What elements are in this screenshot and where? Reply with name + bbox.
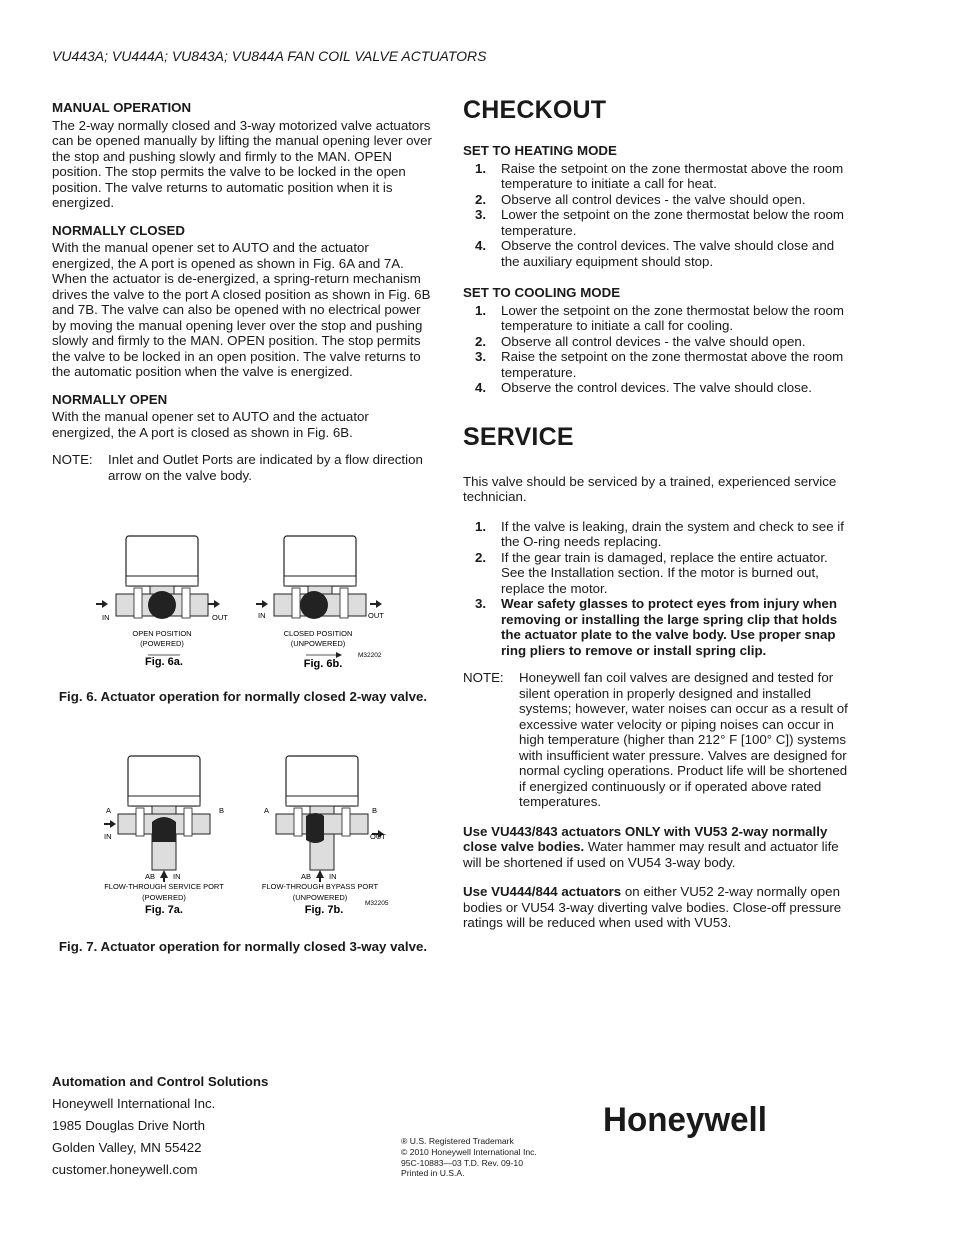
footer-company: Honeywell International Inc.: [52, 1096, 216, 1111]
figure-6-caption: Fig. 6. Actuator operation for normally closed 2-way valve.: [58, 689, 428, 704]
fig6b-in-arrow: [256, 600, 268, 608]
heating-mode-heading: SET TO HEATING MODE: [463, 143, 617, 158]
fig6b-label: Fig. 6b.: [303, 658, 343, 670]
list-item: [463, 380, 855, 396]
list-item: [463, 550, 855, 597]
step-text: Raise the setpoint on the zone thermostat above the room temperature to initiate a call for heat.: [501, 160, 844, 191]
footer-copyright: © 2010 Honeywell International Inc.: [401, 1146, 537, 1157]
heating-steps: [463, 161, 855, 270]
running-title: VU443A; VU444A; VU843A; VU844A FAN COIL VALVE ACTUATORS: [52, 48, 487, 64]
fig7a-state-line2: (POWERED): [142, 893, 186, 902]
service-note: [463, 670, 855, 810]
fig7b-out-label: OUT: [370, 832, 386, 841]
figure-7-diagram: [52, 750, 434, 920]
step-text: Observe the control devices. The valve should close and the auxiliary equipment should stop.: [501, 238, 835, 269]
normally-open-heading: NORMALLY OPEN: [52, 391, 168, 407]
fig7b-valve: [276, 756, 368, 870]
fig7b-port-b: B: [372, 806, 378, 815]
vu444-bold: Use VU444/844 actuators: [463, 884, 622, 899]
fig6b-state-line1: CLOSED POSITION: [283, 629, 353, 638]
normally-open-body: With the manual opener set to AUTO and the actuator energized, the A port is closed as shown in Fig. 6B.: [52, 409, 369, 440]
fig7a-state-line1: FLOW-THROUGH SERVICE PORT: [104, 882, 224, 891]
vu444-rest: on either VU52 2-way normally open bodies or VU54 3-way diverting valve bodies. Close-off pressure ratings will be reduced when used with VU53.: [463, 884, 842, 930]
footer-org: Automation and Control Solutions: [52, 1074, 269, 1089]
step-text: Lower the setpoint on the zone thermostat below the room temperature.: [501, 207, 844, 238]
footer-street: 1985 Douglas Drive North: [52, 1118, 205, 1133]
step-text: Lower the setpoint on the zone thermostat below the room temperature to initiate a call for cooling.: [501, 302, 844, 333]
step-text-warning: Wear safety glasses to protect eyes from injury when removing or installing the large spring clip that holds the actuator plate to the valve body. Use proper snap ring pliers to remove or install spring clip.: [501, 596, 838, 658]
vu443-rest: Water hammer may result and actuator life will be shortened if used on VU54 3-way body.: [463, 839, 839, 870]
note-text: Honeywell fan coil valves are designed and tested for silent operation in properly designed and installed systems; however, water noises can occur as a result of excessive water velocity or piping noises can occur in high temperature (higher than 212° F [100° C]) systems with insufficient water pressure. Valves are designed for normal cycling operations. Product life will be shortened if energized continuously or if operated above rated temperatures.: [519, 670, 848, 809]
list-item: [463, 238, 855, 269]
step-number: 1.: [475, 160, 487, 176]
normally-closed-body: With the manual opener set to AUTO and the actuator energized, the A port is opened as shown in Fig. 6A and 7A. When the actuator is de-energized, a spring-return mechanism drives the valve to the port A closed position as shown in Fig. 6B and 7B. The valve can also be opened with no electrical power by moving the manual opening lever over the stop and pushing slowly and firmly to the MAN. OPEN position. The stop permits the valve to be locked in an open position. The valve returns to the automatic position when the valve is energized.: [52, 240, 431, 379]
fig7-code: M32205: [365, 900, 389, 907]
list-item: [463, 334, 855, 350]
manual-operation-body: The 2-way normally closed and 3-way motorized valve actuators can be opened manually by lifting the manual opening lever over the stop and pushing slowly and firmly to the MAN. OPEN position. The stop permits the valve to be locked in the open position. The valve returns to automatic position when it is energized.: [52, 117, 432, 210]
fig7b-up-arrow: [316, 870, 324, 882]
step-number: 4.: [475, 380, 487, 395]
list-item: [463, 192, 855, 208]
fig7a-in2-label: IN: [173, 872, 181, 881]
fig6b-valve: [274, 536, 366, 619]
fig6a-in-label: IN: [102, 613, 110, 622]
fig6a-state-line2: (POWERED): [140, 639, 184, 648]
step-text: Observe the control devices. The valve should close.: [501, 380, 812, 395]
fig7b-ab-label: AB: [301, 872, 312, 881]
step-number: 3.: [475, 207, 487, 222]
honeywell-logo: [603, 1098, 769, 1138]
footer-trademark: ® U.S. Registered Trademark: [401, 1136, 514, 1146]
cooling-mode-heading: SET TO COOLING MODE: [463, 285, 621, 300]
fig6a-label: Fig. 6a.: [145, 656, 183, 668]
fig7b-port-a: A: [264, 806, 270, 815]
ports-note: [52, 452, 434, 483]
figure-7-caption: Fig. 7. Actuator operation for normally closed 3-way valve.: [58, 939, 428, 954]
list-item: [463, 519, 855, 550]
service-title: SERVICE: [463, 422, 574, 451]
fig7a-label: Fig. 7a.: [145, 904, 183, 916]
footer-printed: Printed in U.S.A.: [401, 1168, 465, 1179]
note-label: NOTE:: [52, 452, 93, 467]
step-number: 3.: [475, 349, 487, 364]
step-number: 3.: [475, 596, 487, 611]
step-number: 1.: [475, 302, 487, 318]
step-text: If the valve is leaking, drain the system and check to see if the O-ring needs replacing.: [501, 518, 844, 549]
step-number: 2.: [475, 191, 487, 207]
vu444-paragraph: [463, 884, 855, 931]
footer-city: Golden Valley, MN 55422: [52, 1140, 202, 1155]
fig7a-ab-label: AB: [145, 872, 156, 881]
fig7a-port-a: A: [106, 806, 112, 815]
footer-web: customer.honeywell.com: [52, 1162, 198, 1177]
left-column: [52, 100, 434, 495]
fig7b-in2-label: IN: [329, 872, 337, 881]
list-item: [463, 349, 855, 380]
vu443-bold: Use VU443/843 actuators ONLY with VU53 2-way normally close valve bodies.: [463, 823, 828, 854]
service-intro: This valve should be serviced by a trained, experienced service technician.: [463, 473, 837, 504]
fig7b-state-line2: (UNPOWERED): [292, 893, 348, 902]
step-number: 1.: [475, 518, 487, 534]
step-text: Raise the setpoint on the zone thermostat above the room temperature.: [501, 349, 844, 380]
fig6b-out-label: OUT: [368, 611, 384, 620]
manual-operation-heading: MANUAL OPERATION: [52, 100, 192, 115]
fig6b-in-label: IN: [258, 611, 266, 620]
note-text: Inlet and Outlet Ports are indicated by a flow direction arrow on the valve body.: [108, 452, 423, 483]
list-item: [463, 161, 855, 192]
fig7b-state-line1: FLOW-THROUGH BYPASS PORT: [261, 882, 379, 891]
fig7a-up-arrow: [160, 870, 168, 882]
fig7a-port-b: B: [219, 806, 225, 815]
list-item: [463, 303, 855, 334]
vu443-paragraph: [463, 824, 855, 871]
step-text: Observe all control devices - the valve should open.: [501, 191, 806, 207]
step-text: If the gear train is damaged, replace the entire actuator. See the Installation section. If the motor is burned out, replace the motor.: [501, 549, 828, 596]
step-text: Observe all control devices - the valve should open.: [501, 333, 806, 349]
fig6b-state-line2: (UNPOWERED): [290, 639, 346, 648]
normally-closed-heading: NORMALLY CLOSED: [52, 222, 185, 238]
list-item: [463, 207, 855, 238]
logo-wordmark: Honeywell: [603, 1101, 767, 1138]
fig6-code: M32202: [358, 652, 382, 659]
cooling-steps: [463, 303, 855, 396]
fig6a-in-arrow: [96, 600, 108, 608]
footer-legal: [401, 1136, 537, 1179]
step-number: 4.: [475, 238, 487, 253]
figure-6-diagram: [52, 530, 434, 675]
step-number: 2.: [475, 549, 487, 565]
footer-doc-number: 95C-10883—03 T.D. Rev. 09-10: [401, 1157, 523, 1168]
fig7a-in-label: IN: [104, 832, 112, 841]
right-column: [463, 95, 855, 943]
fig7a-valve: [118, 756, 210, 870]
fig6b-out-arrow: [370, 600, 382, 608]
step-number: 2.: [475, 333, 487, 349]
fig6a-valve: [116, 536, 208, 619]
checkout-title: CHECKOUT: [463, 96, 607, 124]
fig6a-out-arrow: [208, 600, 220, 608]
footer-address: [52, 1071, 268, 1181]
fig6a-state-line1: OPEN POSITION: [132, 629, 192, 638]
fig7b-label: Fig. 7b.: [304, 904, 344, 916]
service-steps: [463, 519, 855, 659]
fig6a-out-label: OUT: [212, 613, 228, 622]
fig7a-in-arrow: [104, 820, 116, 828]
list-item: [463, 596, 855, 658]
note-label: NOTE:: [463, 670, 504, 685]
